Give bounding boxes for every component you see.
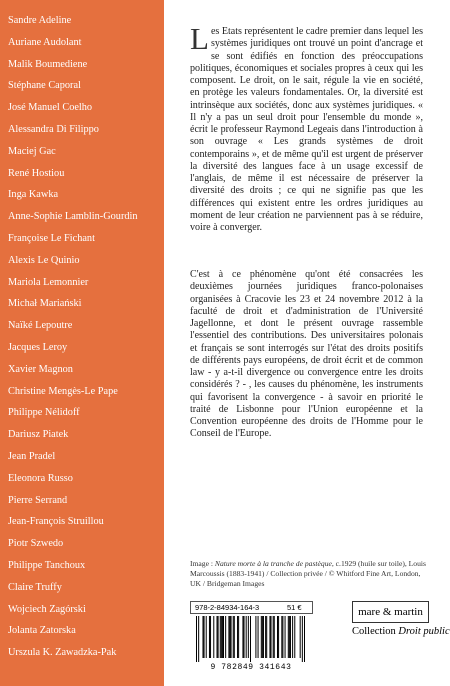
author-name: Philippe Tanchoux [8, 560, 86, 571]
barcode-bar [209, 616, 210, 658]
barcode-bar [302, 616, 303, 662]
author-name: Jacques Leroy [8, 342, 68, 353]
collection-title: Droit public [398, 626, 450, 637]
barcode-bar [248, 616, 249, 658]
barcode-bar [234, 616, 235, 658]
barcode-bar [206, 616, 207, 658]
author-name: Mariola Lemonnier [8, 276, 89, 288]
author-name: Anne-Sophie Lamblin-Gourdin [8, 211, 138, 223]
barcode-bar [266, 616, 267, 658]
author-name: Claire Truffy [8, 581, 62, 593]
barcode-bar [223, 616, 224, 658]
barcode-bar [238, 616, 239, 658]
author-name: Michał Mariański [8, 298, 82, 310]
author-name: Eleonora Russo [8, 472, 73, 484]
barcode-bar [210, 616, 211, 658]
author-name: Jean-François Struillou [8, 516, 104, 528]
image-credit [190, 559, 426, 588]
author-name: Philippe Nélidoff [8, 407, 80, 419]
author-name: Françoise Le Fichant [8, 233, 95, 244]
author-name: Piotr Szwedo [8, 538, 64, 550]
author-name: Alessandra Di Filippo [8, 124, 99, 135]
barcode-bar [225, 616, 226, 658]
author-name: Wojciech Zagórski [8, 603, 86, 615]
isbn: 978-2-84934-164-3 [195, 603, 260, 612]
barcode-bar [204, 616, 205, 658]
barcode-bar [221, 616, 222, 658]
barcode-bar [222, 616, 223, 658]
barcode-bar [289, 616, 290, 658]
barcode-bar [228, 616, 229, 658]
author-name: Urszula K. Zawadzka-Pak [8, 647, 117, 659]
author-name: Maciej Gac [8, 145, 56, 157]
barcode-bar [258, 616, 259, 658]
barcode-bar [246, 616, 247, 658]
barcode-bar [255, 616, 256, 658]
barcode-number: 9 782849 341643 [210, 663, 292, 672]
barcode-block [190, 601, 311, 674]
author-name: Jean Pradel [8, 451, 56, 462]
barcode-bar [300, 616, 301, 658]
barcode-bar [218, 616, 219, 658]
paragraph-intro-text: es Etats représentent le cadre premier dans lequel les systèmes juridiques ont trouvé un point d'ancrage et se sont édifiés en fonction des préoccupations politiques, économiques et sociales propres à ceux qui les composent. Le droit, on le sait, régule la vie en société, en protège les valeurs fondamentales. Or, la diversité est intrinsèque aux sociétés, donc aux systèmes juridiques. « Il n'y a pas un seul droit pour l'ensemble du monde », écrit le professeur Raymond Legeais dans l'introduction à son ouvrage « Les grands systèmes de droit contemporains », et de même qu'il est urgent de préserver la diversité des langues face à un usage excessif de l'anglais, de même il est nécessaire de préserver la diversité des droits ; ce qui ne signifie pas que les différences qui existent entre les ordres juridiques au moment de leur création ne parviennent pas à se réduire, voire à converger. [190, 26, 423, 233]
barcode-bar [229, 616, 230, 658]
barcode-bar [233, 616, 234, 658]
barcode-bar [217, 616, 218, 658]
barcode-bar [250, 616, 251, 662]
author-name: Alexis Le Quinio [8, 254, 80, 266]
barcode-bar [304, 616, 305, 662]
collection-name [352, 626, 450, 637]
author-name: René Hostiou [8, 167, 65, 179]
barcode-bar [274, 616, 275, 658]
barcode-bar [213, 616, 214, 658]
image-credit-title: Nature morte à la tranche de pastèque [214, 559, 332, 568]
barcode-bar [269, 616, 270, 658]
barcode-bar [244, 616, 245, 658]
paragraph-intro [190, 21, 423, 234]
barcode-bar [285, 616, 286, 658]
author-name: José Manuel Coelho [8, 102, 93, 114]
author-name: Inga Kawka [8, 189, 59, 201]
drop-cap: L [190, 21, 209, 56]
barcode-bar [262, 616, 263, 658]
barcode-image [194, 616, 308, 662]
barcode-bar [265, 616, 266, 658]
barcode-bar [271, 616, 272, 658]
collection-prefix: Collection [352, 626, 399, 637]
price: 51 € [287, 603, 302, 612]
barcode-bar [278, 616, 279, 658]
author-name: Dariusz Piatek [8, 429, 69, 441]
paragraph-conference: C'est à ce phénomène qu'ont été consacrées les deuxièmes journées juridiques franco-polonaises organisées à Cracovie les 23 et 24 novembre 2012 à la faculté de droit et d'administration de l'Université Jagellonne, et dont le présent ouvrage rassemble l'essentiel des contributions. Des universitaires polonais et français se sont interrogés sur l'état des droits positifs de différents pays européens, de droit écrit et de common law - y a-t-il divergence ou convergence entre les droits considérés ? - , les causes du phénomène, les instruments qui favorisent la convergence - à savoir en priorité le traité de Lisbonne pour l'Union européenne et la Convention européenne des droits de l'Homme pour le Conseil de l'Europe. [190, 269, 423, 440]
author-name: Sandre Adeline [8, 15, 72, 26]
barcode-bar [237, 616, 238, 658]
barcode-bar [263, 616, 264, 658]
author-name: Naïké Lepoutre [8, 320, 73, 332]
barcode-bar [281, 616, 282, 658]
barcode-bar [202, 616, 203, 658]
author-name: Malik Boumediene [8, 58, 88, 70]
barcode-bar [220, 616, 221, 658]
author-sidebar [0, 0, 164, 686]
barcode-bar [290, 616, 291, 658]
barcode-bar [294, 616, 295, 658]
barcode-bar [273, 616, 274, 658]
author-name: Pierre Serrand [8, 494, 68, 506]
barcode-bar [292, 616, 293, 658]
publisher-logo: mare & martin [352, 601, 429, 623]
image-credit-prefix: Image : [190, 559, 215, 568]
author-name: Auriane Audolant [8, 36, 82, 48]
barcode-bar [282, 616, 283, 658]
author-name: Christine Mengès-Le Pape [8, 385, 118, 397]
barcode-bar [198, 616, 199, 662]
image-credit-details: , c.1929 (huile sur toile), Louis Marcoussis (1883-1941) / Collection privée / © Whitford Fine Art, London, UK / Bridgeman Images [190, 559, 426, 588]
barcode-bar [196, 616, 197, 662]
barcode-bar [261, 616, 262, 658]
isbn-price-box [190, 601, 313, 614]
barcode-bar [277, 616, 278, 658]
barcode-bar [242, 616, 243, 658]
barcode-bar [288, 616, 289, 658]
author-name: Jolanta Zatorska [8, 625, 76, 637]
author-name: Xavier Magnon [8, 363, 73, 375]
barcode-bar [231, 616, 232, 658]
author-name: Stéphane Caporal [8, 80, 81, 92]
